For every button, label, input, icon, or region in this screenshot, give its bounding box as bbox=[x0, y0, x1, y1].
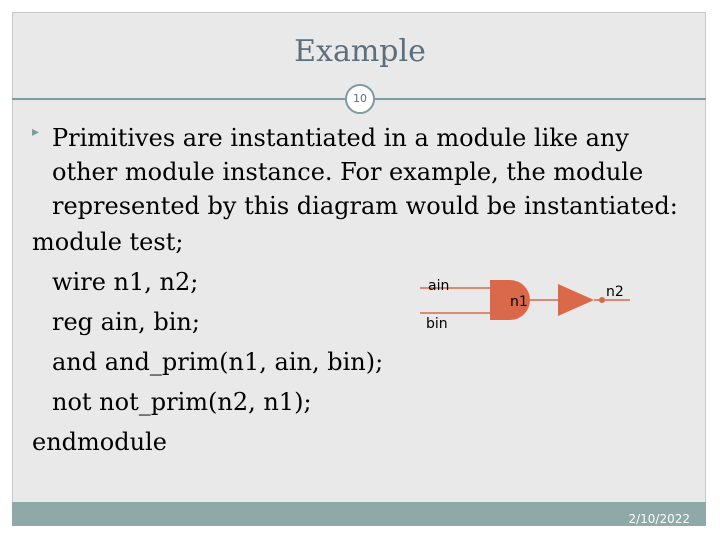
code-line-endmodule: endmodule bbox=[32, 428, 167, 456]
code-line-wire: wire n1, n2; bbox=[52, 268, 199, 296]
gate-diagram bbox=[410, 270, 650, 340]
bullet-line-1: Primitives are instantiated in a module like any bbox=[52, 124, 629, 152]
footer-date: 2/10/2022 bbox=[628, 512, 690, 526]
code-line-and: and and_prim(n1, ain, bin); bbox=[52, 348, 384, 376]
slide-title: Example bbox=[294, 34, 426, 69]
label-ain: ain bbox=[428, 278, 450, 294]
label-n1: n1 bbox=[510, 294, 528, 310]
label-bin: bin bbox=[426, 316, 448, 332]
code-line-reg: reg ain, bin; bbox=[52, 308, 200, 336]
code-line-not: not not_prim(n2, n1); bbox=[52, 388, 312, 416]
bullet-line-3: represented by this diagram would be instantiated: bbox=[52, 192, 678, 220]
not-gate-icon bbox=[558, 284, 594, 316]
bullet-line-2: other module instance. For example, the module bbox=[52, 158, 644, 186]
slide-number-badge: 10 bbox=[345, 84, 375, 114]
bullet-icon: ▸ bbox=[32, 124, 40, 140]
label-n2: n2 bbox=[606, 284, 624, 300]
footer-bar bbox=[12, 502, 706, 526]
code-line-module: module test; bbox=[32, 228, 184, 256]
